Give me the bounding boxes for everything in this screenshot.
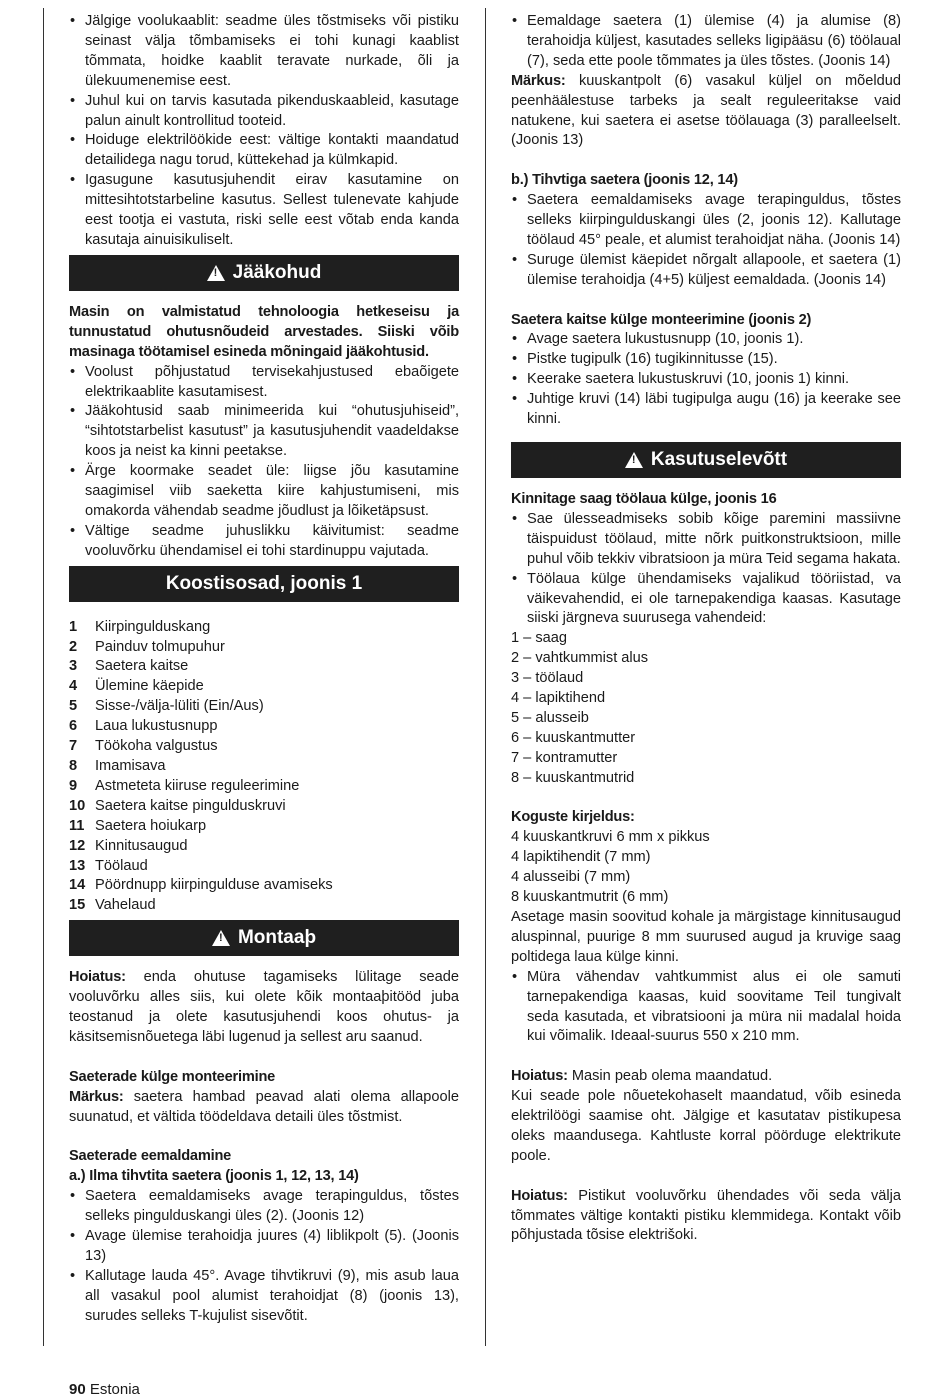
list-item: • Kallutage lauda 45°. Avage tihvtikruvi (9), mis asub laua all vasakul pool alumist terahoidjat (8) (joonis 13), surudes selleks T-kujulist sisevõtit. — [69, 1267, 459, 1327]
right-column — [511, 12, 901, 1246]
residual-bullet-list — [69, 363, 459, 562]
guard-heading: Saetera kaitse külge monteerimine (joonis 2) — [511, 311, 812, 328]
startup-heading — [511, 442, 901, 478]
list-item — [69, 857, 459, 877]
list-item — [69, 638, 459, 658]
item-number: 6 — [69, 718, 78, 735]
list-item — [69, 817, 459, 837]
item-number: 11 — [69, 817, 85, 834]
list-item: • Juhul kui on tarvis kasutada pikenduskaableid, kasutage palun ainult kontrollitud tooteid. — [69, 92, 459, 132]
grounding-details: Kui seade pole nõuetekohaselt maandatud, võib esineda elektrilöögi saamise oht. Jälgige et kasutatav pistikupesa oleks maandusega. Kahtluste korral pöörduge elektrikute poole. — [511, 1088, 901, 1164]
intro-bullet-list — [69, 12, 459, 251]
foam-bullet-list — [511, 968, 901, 1048]
item-number: 10 — [69, 797, 86, 814]
sub-heading-b: b.) Tihvtiga saetera (joonis 12, 14) — [511, 172, 738, 189]
note-text: kuuskantpolt (6) vasakul küljel on mõeldud peenhäälestuse tarbeks ja sealt reguleeritakse vaid natukene, kui saetera ei asetse töölauaga (3) paralleelselt. (Joonis 13) — [511, 72, 901, 149]
warning-label: Hoiatus: — [511, 1068, 568, 1085]
item-number: 8 — [69, 758, 78, 774]
startup-bullet-list — [511, 510, 901, 629]
residual-risks-heading — [69, 255, 459, 291]
list-item: • Juhtige kruvi (14) läbi tugipulga augu (16) ja keerake see kinni. — [511, 390, 901, 430]
sub-heading-a: a.) Ilma tihvtita saetera (joonis 1, 12, 13, 14) — [69, 1168, 359, 1185]
mount-heading: Saeterade külge monteerimine — [69, 1068, 276, 1085]
list-item — [69, 737, 459, 757]
note-label: Märkus: — [69, 1088, 124, 1105]
list-item: • Suruge ülemist käepidet nõrgalt allapoole, et saetera (1) ülemise terahoidja (4+5) küljest eemaldada. (Joonis 14) — [511, 251, 901, 291]
list-item: • Igasugune kasutusjuhendit eirav kasutamine on mittesihtotstarbeline kasutus. Sellest tulenevate kahjude eest tootja ei vastuta, riski selle eest võtab enda kanda kasutaja ainuisikuliselt. — [69, 171, 459, 251]
list-item: • Müra vähendav vahtkummist alus ei ole samuti tarnepakendiga kaasas, kuid soovitame Teil tungivalt seda kasutada, et vibratsiooni ja müra nii madalal hoida kui võimalik. Ideaal-suurus 550 x 210 mm. — [511, 968, 901, 1048]
list-item — [69, 757, 459, 777]
list-item — [69, 697, 459, 717]
residual-lead: Masin on valmistatud tehnoloogia hetkeseisu ja tunnustatud ohutusnõudeid arvestades. Siiski võib masinaga töötamisel esineda mõningaid jääkohtusid. — [69, 303, 459, 360]
section-title: Kasutuselevõtt — [650, 449, 788, 471]
list-item: • Ärge koormake seadet üle: liigse jõu kasutamine saagimisel viib saeketta kiire kahjustumiseni, mis omakorda vähendab seadme jõudlust ja lõiketäpsust. — [69, 462, 459, 522]
guard-bullet-list — [511, 330, 901, 430]
item-number: 3 — [69, 658, 78, 675]
list-item: 1 – saag — [511, 630, 567, 647]
list-item: 6 – kuuskantmutter — [511, 729, 636, 746]
list-item — [69, 657, 459, 677]
warning-label: Hoiatus: — [511, 1187, 568, 1204]
list-item: • Vältige seadme juhuslikku käivitumist: seadme vooluvõrku ühendamisel ei tohi stardinuppu vajutada. — [69, 522, 459, 562]
item-label: Laua lukustusnupp — [95, 718, 218, 735]
list-item: 4 lapiktihendit (7 mm) — [511, 849, 651, 866]
item-number: 4 — [69, 678, 78, 695]
page-footer — [69, 1381, 140, 1398]
column-divider-rule — [485, 8, 486, 1346]
page-number: 90 — [69, 1381, 86, 1398]
placement-text: Asetage masin soovitud kohale ja märgistage kinnitusaugud aluspinnal, puurige 8 mm suurused augud ja kruvige saag poltidega laua külge kinni. — [511, 909, 901, 965]
item-number: 14 — [69, 877, 86, 894]
item-number: 15 — [69, 897, 86, 914]
note-text: saetera hambad peavad alati olema allapoole suunatud, et vältida töödeldava detaili üles tõstmist. — [69, 1088, 459, 1125]
list-item: • Saetera eemaldamiseks avage terapinguldus, tõstes selleks pingulduskangi üles (2). (Joonis 12) — [69, 1187, 459, 1227]
quantities-list — [511, 828, 901, 908]
remove-b-bullet-list — [511, 191, 901, 291]
list-item: 7 – kontramutter — [511, 749, 618, 766]
list-item: • Avage saetera lukustusnupp (10, joonis 1). — [511, 330, 901, 350]
warning-text: Pistikut vooluvõrku ühendades või seda välja tõmmates vältige kontakti pistiku klemmidega. Kontakt võib põhjustada tõsise elektrišoki. — [511, 1187, 901, 1244]
list-item: • Saetera eemaldamiseks avage terapinguldus, tõstes selleks kiirpingulduskangi üles (2, joonis 12). Kallutage töölaud 45° peale, et alumist terahoidjat näha. (Joonis 14) — [511, 191, 901, 251]
item-label: Töölaud — [95, 857, 148, 874]
item-number: 13 — [69, 857, 86, 874]
item-number: 7 — [69, 738, 78, 755]
item-number: 2 — [69, 638, 78, 655]
item-label: Töökoha valgustus — [95, 738, 218, 755]
list-item: 4 – lapiktihend — [511, 690, 606, 707]
list-item — [69, 677, 459, 697]
list-item: • Jälgige voolukaablit: seadme üles tõstmiseks või pistiku seinast välja tõmbamiseks ei tohi kunagi kaablist tõmmata, hoidke kaablit teravate nurkade, õli ja ülekuumenemise eest. — [69, 12, 459, 92]
section-title: Jääkohud — [232, 261, 322, 283]
section-title: Montaaþ — [237, 927, 317, 949]
item-label: Kinnitusaugud — [95, 837, 188, 854]
list-item: • Avage ülemise terahoidja juures (4) liblikpolt (5). (Joonis 13) — [69, 1227, 459, 1267]
components-list — [69, 618, 459, 917]
remove-heading: Saeterade eemaldamine — [69, 1148, 232, 1165]
list-item: • Pistke tugipulk (16) tugikinnitusse (15). — [511, 350, 901, 370]
grounding-warning — [511, 1067, 901, 1087]
list-item: 5 – alusseib — [511, 709, 589, 726]
warning-triangle-icon — [207, 265, 225, 281]
item-label: Painduv tolmupuhur — [95, 638, 225, 655]
item-label: Vahelaud — [95, 897, 156, 914]
list-item — [69, 876, 459, 896]
list-item: • Eemaldage saetera (1) ülemise (4) ja alumise (8) terahoidja küljest, kasutades selleks ligipääsu (6) töölaual (7), seda ette poole tõmmates ja üles tõstes. (Joonis 14) — [511, 12, 901, 72]
item-label: Pöördnupp kiirpingulduse avamiseks — [95, 877, 333, 894]
list-item — [69, 777, 459, 797]
list-item: • Jääkohtusid saab minimeerida kui “ohutusjuhiseid”, “sihtotstarbelist kasutust” ja kasutusjuhendit vaadeldakse koos ja neist ka kinni peetakse. — [69, 402, 459, 462]
warning-text: Masin peab olema maandatud. — [567, 1068, 773, 1085]
list-item: • Keerake saetera lukustuskruvi (10, joonis 1) kinni. — [511, 370, 901, 390]
mount-table-heading: Kinnitage saag töölaua külge, joonis 16 — [511, 491, 777, 507]
list-item — [69, 797, 459, 817]
list-item — [69, 896, 459, 916]
list-item: 4 kuuskantkruvi 6 mm x pikkus — [511, 829, 710, 846]
list-item: • Sae ülesseadmiseks sobib kõige paremini massiivne täispuidust töölaud, mitte nõrk puitkonstruktsioon, mille puhul võib tekkiv vibratsioon ja müra Teid segama hakata. — [511, 510, 901, 570]
fine-tune-note — [511, 72, 901, 152]
warning-text: enda ohutuse tagamiseks lülitage seade vooluvõrku alles siis, kui olete kõik montaaþitööd juba teostanud ja olete kasutusjuhendi koos ohutus- ja käsitsemisnõuetega läbi lugenud ja sellest aru saanud. — [69, 969, 459, 1045]
section-title: Koostisosad, joonis 1 — [165, 572, 363, 594]
quantities-heading: Koguste kirjeldus: — [511, 809, 635, 826]
list-item — [69, 837, 459, 857]
item-label: Saetera hoiukarp — [95, 817, 207, 834]
footer-language: Estonia — [89, 1381, 140, 1398]
list-item — [69, 717, 459, 737]
list-item: • Töölaua külge ühendamiseks vajalikud tööriistad, va väikevahendid, ei ole tarnepakendiga kaasas. Kasutage siiski järgneva suurusega vahendeid: — [511, 570, 901, 630]
components-heading — [69, 566, 459, 602]
item-label: Astmeteta kiiruse reguleerimine — [95, 777, 300, 794]
plug-warning — [511, 1187, 901, 1247]
list-item: 2 – vahtkummist alus — [511, 650, 649, 667]
warning-triangle-icon — [625, 452, 643, 468]
item-number: 12 — [69, 837, 86, 854]
list-item: 4 alusseibi (7 mm) — [511, 869, 631, 886]
item-label: Kiirpingulduskang — [95, 618, 211, 635]
list-item — [69, 618, 459, 638]
assembly-warning — [69, 968, 459, 1048]
remove-a-continued-list — [511, 12, 901, 72]
item-label: Imamisava — [95, 758, 166, 774]
left-column — [69, 12, 459, 1327]
list-item: 8 kuuskantmutrit (6 mm) — [511, 889, 669, 906]
list-item: 3 – töölaud — [511, 670, 584, 687]
mount-note — [69, 1088, 459, 1128]
list-item: 8 – kuuskantmutrid — [511, 769, 635, 786]
assembly-heading — [69, 920, 459, 956]
item-label: Saetera kaitse — [95, 658, 189, 675]
item-number: 1 — [69, 618, 78, 635]
hardware-list — [511, 629, 901, 788]
item-number: 9 — [69, 777, 78, 794]
item-label: Saetera kaitse pingulduskruvi — [95, 797, 286, 814]
list-item: • Hoiduge elektrilöökide eest: vältige kontakti maandatud detailidega nagu torud, küttekehad ja külmkapid. — [69, 131, 459, 171]
item-label: Ülemine käepide — [95, 678, 204, 695]
warning-label: Hoiatus: — [69, 969, 126, 986]
list-item: • Voolust põhjustatud tervisekahjustused ebaõigete elektrikaablite kasutamisest. — [69, 363, 459, 403]
item-number: 5 — [69, 698, 78, 715]
item-label: Sisse-/välja-lüliti (Ein/Aus) — [95, 698, 264, 715]
left-margin-rule — [43, 8, 44, 1346]
warning-triangle-icon — [212, 930, 230, 946]
remove-a-bullet-list — [69, 1187, 459, 1326]
note-label: Märkus: — [511, 72, 566, 89]
